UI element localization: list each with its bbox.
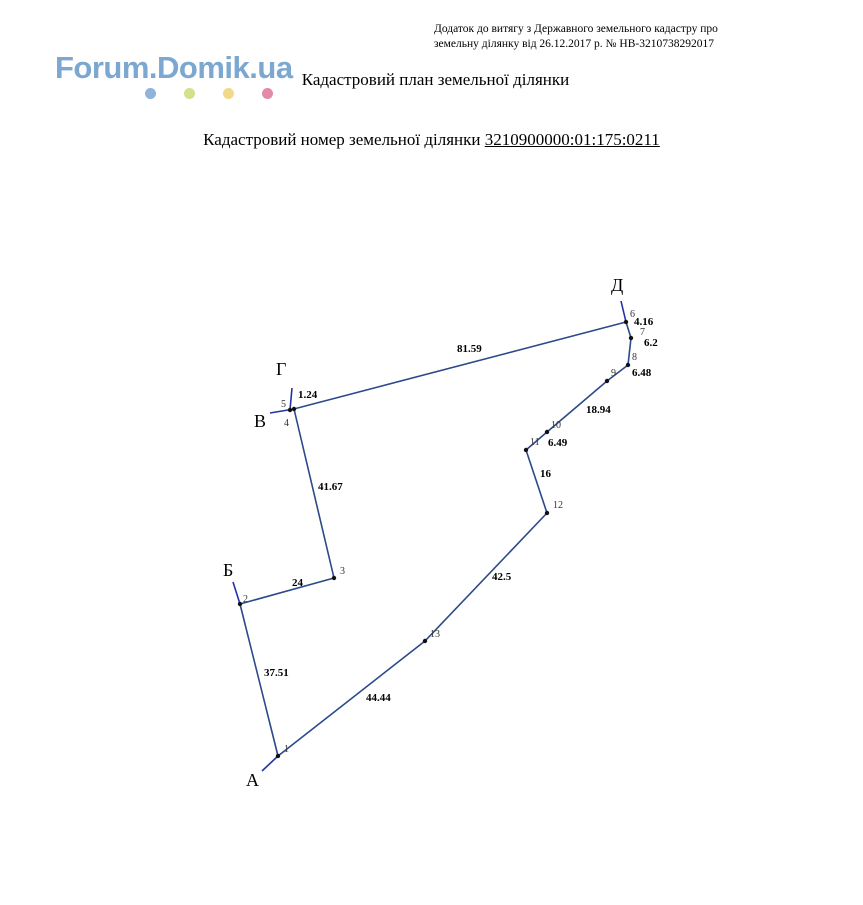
vertex-point-2 [238, 602, 242, 606]
corner-letter-label: В [254, 411, 267, 431]
segment-length-label: 6.2 [644, 337, 658, 349]
vertex-point-11 [524, 448, 528, 452]
vertex-number-label: 13 [430, 629, 440, 640]
segment-length-label: 6.49 [548, 437, 568, 449]
corner-letter-label: А [246, 770, 259, 790]
vertex-point-6 [624, 320, 628, 324]
boundary-segment-1-2 [240, 604, 278, 756]
vertex-number-label: 10 [551, 420, 561, 431]
vertex-point-10 [545, 430, 549, 434]
neighbor-boundary-tick [262, 756, 278, 771]
vertex-point-9 [605, 379, 609, 383]
boundary-segment-7-8 [628, 338, 631, 365]
segment-length-label: 44.44 [366, 692, 391, 704]
segment-length-label: 1.24 [298, 389, 318, 401]
vertex-point-4 [292, 407, 296, 411]
neighbor-boundary-tick [233, 582, 240, 604]
cadastral-number-value: 3210900000:01:175:0211 [484, 130, 660, 149]
title-text: Кадастровий план земельної ділянки [301, 70, 570, 89]
neighbor-boundary-tick [290, 388, 292, 410]
segment-length-label: 18.94 [586, 404, 611, 416]
boundary-segment-3-4 [294, 409, 334, 578]
vertex-number-label: 8 [632, 352, 637, 363]
forum-watermark-logo: Forum.Domik.ua [55, 50, 293, 85]
vertex-number-label: 1 [284, 744, 289, 755]
boundary-segment-13-1 [278, 641, 425, 756]
vertex-points [238, 320, 633, 758]
segment-length-label: 4.16 [634, 316, 654, 328]
vertex-number-label: 4 [284, 418, 289, 429]
vertex-point-7 [629, 336, 633, 340]
neighbor-boundary-ticks [233, 301, 626, 771]
segment-length-label: 41.67 [318, 481, 343, 493]
segment-length-label: 24 [292, 577, 303, 589]
segment-length-label: 16 [540, 468, 551, 480]
vertex-number-label: 5 [281, 399, 286, 410]
corner-letter-label: Б [223, 560, 234, 580]
vertex-point-3 [332, 576, 336, 580]
vertex-number-label: 9 [611, 368, 616, 379]
segment-length-labels [264, 316, 658, 704]
boundary-segment-5-6 [290, 322, 626, 410]
neighbor-boundary-tick [621, 301, 626, 322]
boundary-segment-12-13 [425, 513, 547, 641]
vertex-number-label: 12 [553, 500, 563, 511]
vertex-number-label: 6 [630, 309, 635, 320]
corner-letter-label: Г [276, 359, 287, 379]
segment-length-label: 42.5 [492, 571, 512, 583]
boundary-segment-11-12 [526, 450, 547, 513]
vertex-point-12 [545, 511, 549, 515]
vertex-number-labels [243, 309, 645, 755]
segment-length-label: 81.59 [457, 343, 482, 355]
corner-letter-label: Д [611, 275, 624, 295]
vertex-point-1 [276, 754, 280, 758]
vertex-point-13 [423, 639, 427, 643]
extract-note-line-2: земельну ділянку від 26.12.2017 р. № НВ-3210738292017 [434, 38, 714, 50]
corner-letter-labels [223, 275, 623, 790]
boundary-segment-2-3 [240, 578, 334, 604]
vertex-point-5 [288, 408, 292, 412]
vertex-number-label: 7 [640, 327, 645, 338]
extract-note-line-1: Додаток до витягу з Державного земельного кадастру про [434, 23, 718, 35]
cadastral-number-label: Кадастровий номер земельної ділянки [203, 130, 481, 149]
vertex-number-label: 11 [530, 437, 540, 448]
vertex-point-8 [626, 363, 630, 367]
segment-length-label: 6.48 [632, 367, 652, 379]
parcel-boundary [240, 322, 631, 756]
segment-length-label: 37.51 [264, 667, 289, 679]
vertex-number-label: 3 [340, 566, 345, 577]
boundary-segment-6-7 [626, 322, 631, 338]
vertex-number-label: 2 [243, 594, 248, 605]
